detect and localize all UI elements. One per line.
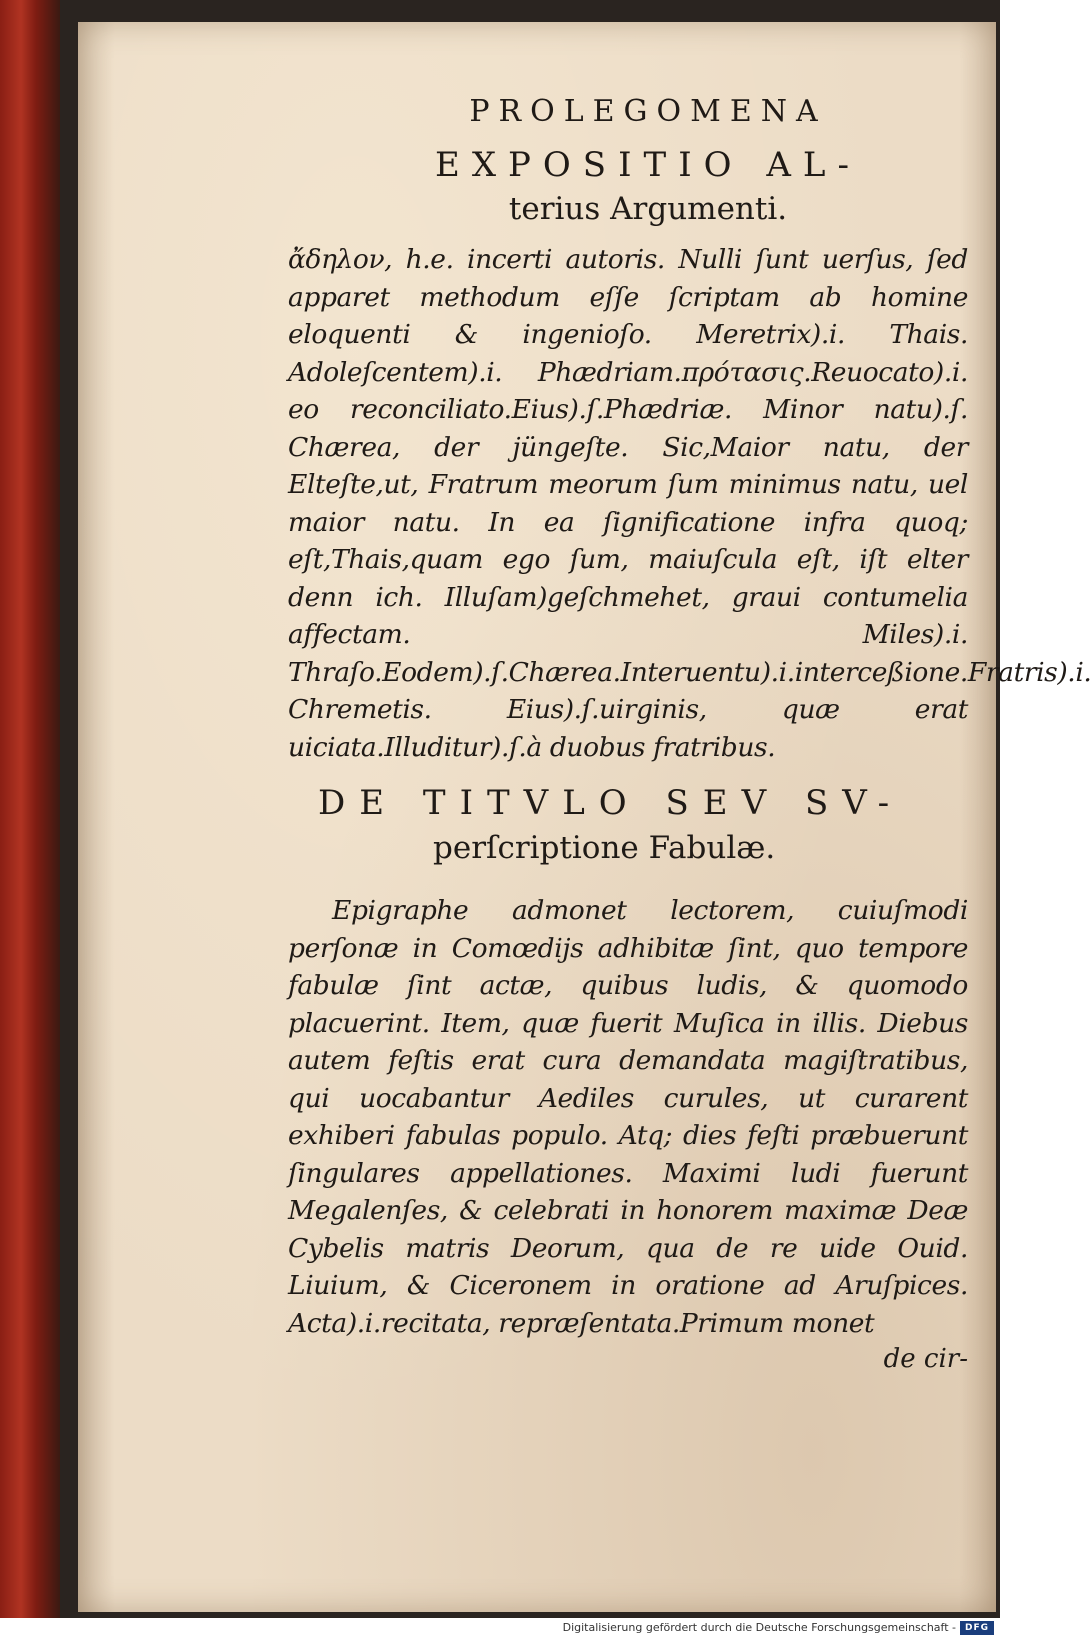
section-subtitle-de-titulo: perſcriptione Fabulæ. bbox=[433, 830, 776, 866]
dfg-logo-icon: DFG bbox=[960, 1621, 994, 1635]
footer-bar bbox=[0, 1618, 1000, 1639]
footer-credit: Digitalisierung gefördert durch die Deutsche Forschungsgemeinschaft - bbox=[562, 1621, 956, 1634]
section-subtitle-expositio: terius Argumenti. bbox=[508, 191, 788, 227]
paragraph-expositio: ἄδηλον, h.e. incerti autoris. Nulli ſunt uerſus, ſed apparet methodum eſſe ſcriptam ab homine eloquenti & ingenioſo. Meretrix).i. Thais. Adoleſcentem).i. Phædriam.πρότασις.Reuocato).i. eo reconciliato.Eius).ſ.Phædriæ. Minor natu).ſ. Chærea, der jüngeſte. Sic,Maior natu, der Elteſte,ut, Fratrum meorum ſum minimus natu, uel maior natu. In ea ſignificatione infra quoq; eſt,Thais,quam ego ſum, maiuſcula eſt, iſt elter denn ich. Illuſam)geſchmehet, graui contumelia affectam. Miles).i. Thraſo.Eodem).ſ.Chærea.Interuentu).i.interceßione.Fratris).i. Chremetis. Eius).ſ.uirginis, quæ erat uiciata.Illuditur).ſ.à duobus fratribus. bbox=[288, 244, 1091, 763]
catchword: de cir- bbox=[883, 1344, 968, 1374]
running-header: PROLEGOMENA bbox=[469, 94, 827, 129]
section-title-expositio: EXPOSITIO AL- bbox=[435, 145, 861, 185]
paragraph-de-titulo: Epigraphe admonet lectorem, cuiuſmodi perſonæ in Comœdijs adhibitæ ſint, quo tempore fabulæ ſint actæ, quibus ludis, & quomodo placuerint. Item, quæ fuerit Muſica in illis. Diebus autem feſtis erat cura demandata magiſtratibus, qui uocabantur Aediles curules, ut curarent exhiberi fabulas populo. Atq; dies feſti præbuerunt ſingulares appellationes. Maximi ludi fuerunt Megalenſes, & celebrati in honorem maximæ Deæ Cybelis matris Deorum, qua de re uide Ouid. Liuium, & Ciceronem in oratione ad Aruſpices. Acta).i.recitata, repræſentata.Primum monet bbox=[288, 895, 968, 1339]
page-text-block bbox=[288, 80, 1091, 1374]
book-spine bbox=[0, 0, 60, 1618]
section-title-de-titulo: DE TITVLO SEV SV- bbox=[318, 783, 904, 823]
